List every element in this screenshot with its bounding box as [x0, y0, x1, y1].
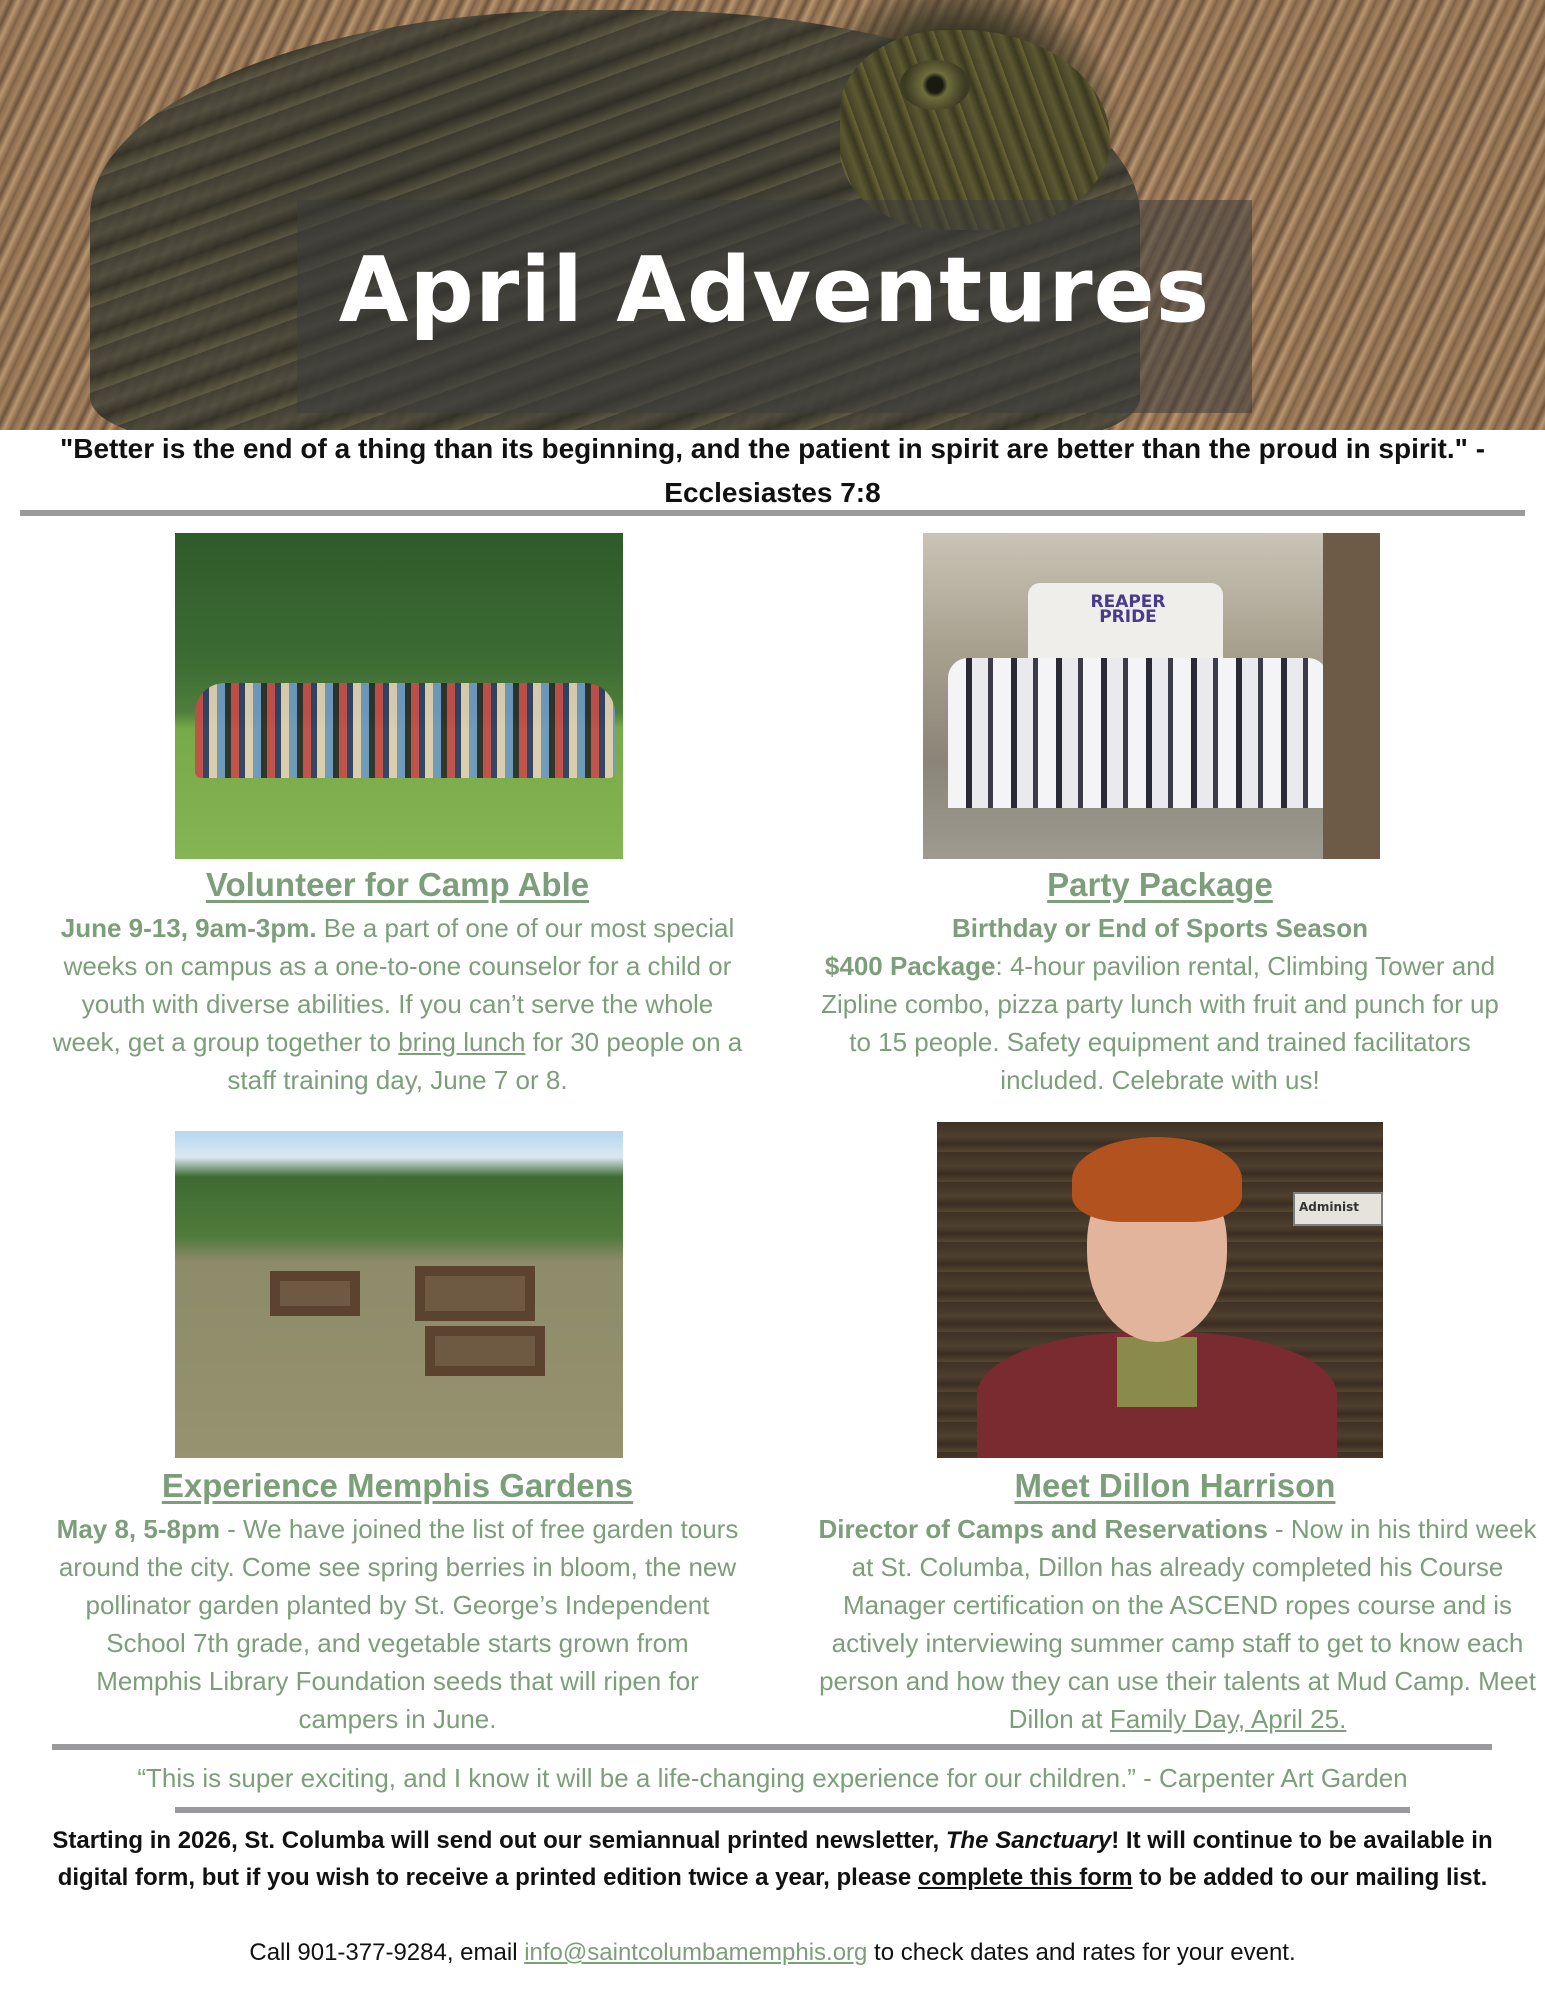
family-day-link[interactable]: Family Day, April 25. — [1109, 1704, 1347, 1734]
contact-line — [20, 1936, 1525, 1970]
complete-form-link[interactable]: complete this form — [917, 1864, 1133, 1891]
turtle-eye-image — [900, 60, 970, 110]
bring-lunch-link[interactable]: bring lunch — [398, 1027, 526, 1057]
dillon-portrait-photo — [937, 1122, 1383, 1458]
party-package-subtitle: Birthday or End of Sports Season — [951, 913, 1369, 943]
testimonial-quote: “This is super exciting, and I know it will be a life-changing experience for our children.” - Carpenter Art Garden — [137, 1763, 1408, 1793]
divider-top — [20, 510, 1525, 516]
phone-number: 901-377-9284 — [297, 1939, 447, 1966]
dillon-title[interactable]: Meet Dillon Harrison — [1014, 1467, 1336, 1504]
dillon-text: - Now in his third week at St. Columba, Dillon has already completed his Course Manager certification on the ASCEND ropes course and is actively interviewing summer camp staff to get to know each person and how they can use their talents at Mud Camp. Meet Dillon at — [819, 1514, 1537, 1734]
memphis-gardens-date: May 8, 5-8pm — [56, 1514, 220, 1544]
garden-bed — [270, 1271, 360, 1316]
bus-lettering: REAPER PRIDE — [1090, 592, 1166, 627]
page-title: April Adventures — [338, 238, 1211, 343]
memphis-gardens-text: - We have joined the list of free garden tours around the city. Come see spring berries in bloom, the new pollinator garden planted by St. George’s Independent School 7th grade, and vegetable starts grown from Memphis Library Foundation seeds that will ripen for campers in June. — [58, 1514, 739, 1734]
party-package-body — [820, 909, 1500, 1099]
bible-verse: "Better is the end of a thing than its beginning, and the patient in spirit are better than the proud in spirit." -Ecclesiastes 7:8 — [59, 433, 1486, 508]
memphis-gardens-title[interactable]: Experience Memphis Gardens — [161, 1467, 634, 1504]
contact-call-label: Call — [249, 1939, 298, 1966]
dillon-body — [815, 1510, 1540, 1738]
party-package-price: $400 Package — [824, 951, 996, 981]
newsletter-notice — [20, 1822, 1525, 1896]
contact-tail: to check dates and rates for your event. — [867, 1939, 1296, 1966]
olive-shirt — [1117, 1337, 1197, 1407]
camp-able-dates: June 9-13, 9am-3pm. — [60, 913, 317, 943]
baseball-players — [948, 658, 1328, 808]
hero-banner — [0, 0, 1545, 430]
dillon-role: Director of Camps and Reservations — [818, 1514, 1268, 1544]
email-link[interactable]: info@saintcolumbamemphis.org — [524, 1939, 868, 1966]
garden-bed — [415, 1266, 535, 1321]
building-sign: Administ — [1293, 1192, 1383, 1226]
party-package-text: : 4-hour pavilion rental, Climbing Tower and Zipline combo, pizza party lunch with fruit and punch for up to 15 people. Safety equipment and trained facilitators included. Celebrate with us! — [821, 951, 1499, 1095]
camp-able-group-photo — [175, 533, 623, 859]
divider-middle — [52, 1744, 1492, 1750]
camp-able-body — [50, 909, 745, 1099]
baseball-team-photo — [923, 533, 1380, 859]
party-package-title[interactable]: Party Package — [1047, 866, 1273, 903]
divider-bottom — [175, 1807, 1410, 1813]
newsletter-text: Starting in 2026, St. Columba will send out our semiannual printed newsletter, — [52, 1827, 946, 1854]
memphis-gardens-body — [50, 1510, 745, 1738]
camp-able-text: Be a part of one of our most special weeks on campus as a one-to-one counselor for a child or youth with diverse abilities. If you can’t serve the whole week, get a group together to — [52, 913, 735, 1057]
red-hair — [1072, 1137, 1242, 1222]
garden-bed — [425, 1326, 545, 1376]
newsletter-text-3: to be added to our mailing list. — [1132, 1864, 1488, 1891]
camp-able-title[interactable]: Volunteer for Camp Able — [205, 866, 590, 903]
tree-trunk — [1323, 533, 1380, 859]
newsletter-title: The Sanctuary — [945, 1827, 1112, 1854]
newsletter-text-2: ! It will continue to be available in digital form, but if you wish to receive a printed edition twice a year, please — [57, 1827, 1493, 1891]
camp-able-text-end: for 30 people on a staff training day, June 7 or 8. — [227, 1027, 743, 1095]
campers-group — [195, 683, 615, 778]
memphis-garden-photo — [175, 1131, 623, 1458]
contact-email-label: , email — [446, 1939, 525, 1966]
